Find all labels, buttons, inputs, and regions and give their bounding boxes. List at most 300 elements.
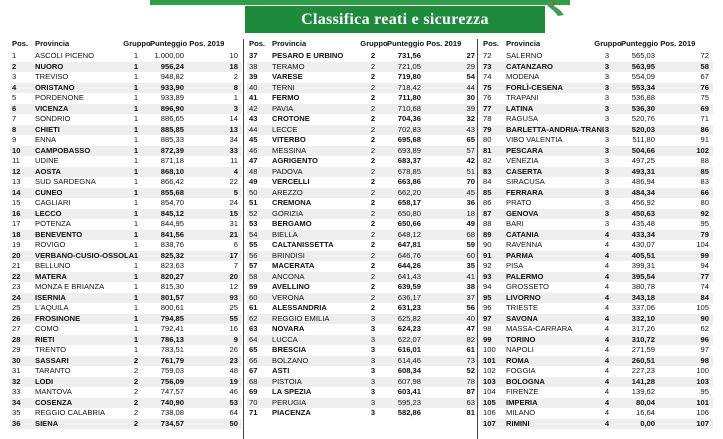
group-number: 4 [604, 418, 610, 428]
score-value: 719,80 [397, 72, 421, 81]
score-value: 80,04 [635, 397, 655, 407]
group-number: 1 [133, 240, 139, 249]
row-position: 59 [249, 282, 258, 291]
position-2019: 59 [466, 240, 475, 249]
group-number: 3 [604, 166, 610, 176]
table-header [481, 39, 713, 51]
table-row [247, 261, 479, 272]
row-position: 78 [483, 114, 492, 123]
table-row [10, 356, 242, 367]
province-name: ROMA [506, 355, 530, 365]
table-row [10, 62, 242, 73]
province-name: MONZA E BRIANZA [35, 282, 105, 291]
province-name: BELLUNO [35, 261, 71, 270]
row-position: 13 [12, 177, 21, 186]
province-name: VERBANO-CUSIO-OSSOLA [35, 250, 135, 260]
position-2019: 74 [700, 282, 709, 291]
row-position: 66 [249, 355, 258, 365]
table-row [247, 408, 479, 419]
province-name: ISERNIA [35, 292, 66, 302]
ranking-column-3 [481, 39, 713, 429]
province-name: LODI [35, 376, 54, 386]
table-row [10, 114, 242, 125]
position-2019: 20 [229, 271, 238, 281]
group-number: 4 [604, 271, 610, 281]
table-row [10, 314, 242, 325]
province-name: BIELLA [272, 229, 298, 239]
row-position: 95 [483, 292, 492, 302]
score-value: 658,17 [397, 198, 421, 207]
province-name: NOVARA [272, 324, 305, 333]
score-value: 317,26 [631, 324, 655, 333]
position-2019: 29 [466, 61, 475, 71]
group-number: 1 [133, 177, 139, 186]
row-position: 106 [483, 408, 496, 417]
province-name: CATANIA [506, 229, 540, 239]
group-number: 4 [604, 250, 610, 260]
score-value: 141,28 [631, 376, 655, 386]
row-position: 61 [249, 303, 258, 312]
column-divider [477, 39, 478, 439]
province-name: ALESSANDRIA [272, 303, 327, 312]
header-pos2019: Pos. 2019 [660, 39, 696, 48]
position-2019: 90 [700, 313, 709, 323]
province-name: AOSTA [35, 166, 62, 176]
position-2019: 76 [700, 82, 709, 92]
group-number: 1 [133, 313, 139, 323]
score-value: 948,82 [160, 72, 184, 81]
group-number: 2 [133, 387, 139, 396]
position-2019: 67 [700, 72, 709, 81]
row-position: 68 [249, 376, 258, 386]
table-row [10, 72, 242, 83]
province-name: AGRIGENTO [272, 156, 318, 165]
province-name: PESCARA [506, 145, 544, 155]
table-row [247, 83, 479, 94]
table-row [481, 303, 713, 314]
table-row [481, 209, 713, 220]
group-number: 3 [370, 408, 376, 417]
row-position: 103 [483, 376, 496, 386]
score-value: 554,09 [631, 72, 655, 81]
position-2019: 11 [230, 156, 238, 165]
group-number: 4 [604, 261, 610, 270]
table-row [481, 156, 713, 167]
score-value: 486,94 [631, 177, 655, 186]
position-2019: 95 [700, 219, 709, 228]
province-name: FERRARA [506, 187, 544, 197]
row-position: 96 [483, 303, 492, 312]
score-value: 678,85 [397, 166, 421, 176]
province-name: SALERNO [506, 51, 543, 60]
position-2019: 52 [466, 366, 475, 375]
score-value: 740,90 [160, 397, 184, 407]
position-2019: 1 [233, 93, 238, 102]
score-value: 800,61 [160, 303, 184, 312]
position-2019: 73 [466, 355, 475, 365]
row-position: 45 [249, 135, 258, 144]
row-position: 76 [483, 93, 492, 102]
province-name: BOLOGNA [506, 376, 545, 386]
score-value: 624,23 [397, 324, 421, 333]
position-2019: 27 [466, 51, 475, 60]
position-2019: 33 [229, 145, 238, 155]
position-2019: 106 [696, 408, 709, 417]
row-position: 79 [483, 124, 492, 134]
province-name: PALERMO [506, 271, 544, 281]
row-position: 23 [12, 282, 21, 291]
row-position: 102 [483, 366, 496, 375]
province-name: CALTANISSETTA [272, 240, 334, 249]
position-2019: 84 [700, 292, 709, 302]
province-name: TREVISO [35, 72, 69, 81]
position-2019: 85 [700, 166, 709, 176]
group-number: 2 [370, 166, 376, 176]
row-position: 41 [249, 93, 258, 102]
score-value: 854,70 [160, 198, 184, 207]
group-number: 4 [604, 366, 610, 375]
table-row [10, 198, 242, 209]
group-number: 4 [604, 345, 610, 354]
province-name: ANCONA [272, 271, 305, 281]
position-2019: 61 [466, 345, 475, 354]
position-2019: 68 [466, 229, 475, 239]
group-number: 1 [133, 51, 139, 60]
header-score-and-pos2019 [150, 39, 225, 48]
position-2019: 38 [466, 282, 475, 291]
position-2019: 6 [233, 240, 238, 249]
group-number: 4 [604, 376, 610, 386]
table-row [481, 419, 713, 430]
score-value: 644,26 [397, 261, 421, 270]
score-value: 435,48 [631, 219, 655, 228]
province-name: MESSINA [272, 145, 307, 155]
table-row [247, 356, 479, 367]
table-row [481, 104, 713, 115]
score-value: 484,34 [631, 187, 655, 197]
table-row [10, 377, 242, 388]
table-row [481, 167, 713, 178]
province-name: IMPERIA [506, 397, 538, 407]
position-2019: 31 [229, 219, 238, 228]
province-name: CAGLIARI [35, 198, 71, 207]
table-row [10, 398, 242, 409]
group-number: 3 [604, 156, 610, 165]
group-number: 2 [370, 72, 376, 81]
row-position: 27 [12, 324, 21, 333]
row-position: 53 [249, 219, 258, 228]
row-position: 22 [12, 271, 21, 281]
row-position: 51 [249, 198, 258, 207]
score-value: 761,79 [160, 355, 184, 365]
row-position: 56 [249, 250, 258, 260]
province-name: ASCOLI PICENO [35, 51, 95, 60]
group-number: 3 [604, 103, 610, 113]
province-name: REGGIO CALABRIA [35, 408, 106, 417]
position-2019: 45 [466, 187, 475, 197]
province-name: MILANO [506, 408, 536, 417]
position-2019: 78 [466, 376, 475, 386]
header-score: Punteggio [621, 39, 659, 48]
group-number: 2 [133, 366, 139, 375]
position-2019: 93 [229, 292, 238, 302]
group-number: 3 [604, 114, 610, 123]
province-name: RAVENNA [506, 240, 543, 249]
province-name: PISA [506, 261, 524, 270]
group-number: 1 [133, 208, 139, 218]
province-name: REGGIO EMILIA [272, 313, 330, 323]
position-2019: 80 [700, 198, 709, 207]
group-number: 1 [133, 135, 139, 144]
table-row [10, 209, 242, 220]
position-2019: 97 [700, 345, 709, 354]
group-number: 4 [604, 355, 610, 365]
row-position: 42 [249, 103, 258, 113]
score-value: 625,82 [397, 313, 421, 323]
table-row [481, 51, 713, 62]
row-position: 1 [12, 51, 17, 60]
group-number: 3 [370, 397, 376, 407]
table-row [481, 324, 713, 335]
group-number: 2 [370, 261, 376, 270]
position-2019: 18 [229, 61, 238, 71]
province-name: TERAMO [272, 61, 305, 71]
row-position: 12 [12, 166, 21, 176]
score-value: 718,42 [397, 82, 421, 92]
score-value: 450,63 [631, 208, 655, 218]
position-2019: 43 [466, 124, 475, 134]
table-row [247, 282, 479, 293]
province-name: SAVONA [506, 313, 538, 323]
province-name: GROSSETO [506, 282, 549, 291]
table-row [10, 419, 242, 430]
position-2019: 70 [466, 177, 475, 186]
table-row [247, 366, 479, 377]
score-value: 855,68 [160, 187, 184, 197]
table-row [247, 104, 479, 115]
position-2019: 95 [700, 387, 709, 396]
province-name: AVELLINO [272, 282, 310, 291]
table-row [481, 335, 713, 346]
row-position: 60 [249, 292, 258, 302]
position-2019: 37 [466, 292, 475, 302]
italy-map-icon [540, 0, 568, 18]
row-position: 43 [249, 114, 258, 123]
province-name: VERCELLI [272, 177, 310, 186]
row-position: 4 [12, 82, 17, 92]
row-position: 25 [12, 303, 21, 312]
position-2019: 87 [466, 387, 475, 396]
table-row [481, 398, 713, 409]
row-position: 100 [483, 345, 496, 354]
score-value: 622,07 [397, 334, 421, 344]
group-number: 2 [370, 114, 376, 123]
row-position: 15 [12, 198, 21, 207]
position-2019: 56 [466, 303, 475, 312]
group-number: 1 [133, 166, 139, 176]
score-value: 885,85 [160, 124, 184, 134]
province-name: VIBO VALENTIA [506, 135, 563, 144]
group-number: 1 [133, 261, 139, 270]
group-number: 1 [133, 145, 139, 155]
group-number: 3 [370, 313, 376, 323]
province-name: LIVORNO [506, 292, 541, 302]
row-position: 86 [483, 198, 492, 207]
province-name: SASSARI [35, 355, 69, 365]
position-2019: 104 [696, 240, 709, 249]
table-row [481, 177, 713, 188]
province-name: VERONA [272, 292, 305, 302]
row-position: 44 [249, 124, 258, 134]
score-value: 595,23 [397, 397, 421, 407]
table-row [247, 345, 479, 356]
row-position: 92 [483, 261, 492, 270]
position-2019: 75 [700, 93, 709, 102]
group-number: 3 [370, 387, 376, 396]
group-number: 4 [604, 397, 610, 407]
score-value: 662,20 [397, 187, 421, 197]
position-2019: 3 [233, 103, 238, 113]
group-number: 1 [133, 103, 139, 113]
score-value: 896,90 [160, 103, 184, 113]
row-position: 47 [249, 156, 258, 165]
table-row [247, 135, 479, 146]
score-value: 553,34 [631, 82, 655, 92]
row-position: 70 [249, 397, 258, 407]
position-2019: 26 [229, 345, 238, 354]
province-name: LATINA [506, 103, 534, 113]
table-row [247, 51, 479, 62]
group-number: 3 [370, 324, 376, 333]
position-2019: 99 [700, 250, 709, 260]
province-name: NAPOLI [506, 345, 534, 354]
table-row [10, 387, 242, 398]
group-number: 2 [133, 397, 139, 407]
position-2019: 40 [466, 313, 475, 323]
table-row [247, 72, 479, 83]
table-row [247, 230, 479, 241]
row-position: 97 [483, 313, 492, 323]
position-2019: 12 [229, 282, 238, 291]
group-number: 4 [604, 282, 610, 291]
row-position: 69 [249, 387, 258, 396]
score-value: 702,83 [397, 124, 421, 134]
group-number: 1 [133, 303, 139, 312]
position-2019: 8 [233, 82, 238, 92]
province-name: MASSA-CARRARA [506, 324, 573, 333]
row-position: 5 [12, 93, 17, 102]
banner-top-stripe [150, 0, 570, 5]
score-value: 815,30 [160, 282, 184, 291]
score-value: 641,43 [397, 271, 421, 281]
table-row [247, 209, 479, 220]
score-value: 16,64 [635, 408, 655, 417]
position-2019: 17 [229, 250, 238, 260]
province-name: TARANTO [35, 366, 71, 375]
row-position: 9 [12, 135, 17, 144]
position-2019: 19 [229, 376, 238, 386]
group-number: 2 [133, 418, 139, 428]
score-value: 710,68 [397, 103, 421, 113]
group-number: 1 [133, 334, 139, 344]
group-number: 3 [604, 187, 610, 197]
score-value: 603,41 [397, 387, 421, 396]
row-position: 62 [249, 313, 258, 323]
header-group: Gruppo [123, 39, 151, 48]
group-number: 2 [370, 103, 376, 113]
table-row [481, 314, 713, 325]
header-group: Gruppo [360, 39, 388, 48]
province-name: CUNEO [35, 187, 63, 197]
province-name: SUD SARDEGNA [35, 177, 96, 186]
row-position: 40 [249, 82, 258, 92]
row-position: 39 [249, 72, 258, 81]
row-position: 75 [483, 82, 492, 92]
score-value: 636,17 [397, 292, 421, 302]
province-name: ASTI [272, 366, 290, 375]
position-2019: 77 [700, 271, 709, 281]
row-position: 34 [12, 397, 21, 407]
table-row [481, 83, 713, 94]
table-row [481, 146, 713, 157]
table-row [247, 293, 479, 304]
group-number: 1 [133, 124, 139, 134]
group-number: 4 [604, 387, 610, 396]
score-value: 731,56 [397, 51, 421, 60]
position-2019: 39 [466, 103, 475, 113]
province-name: FOGGIA [506, 366, 536, 375]
position-2019: 49 [466, 219, 475, 228]
province-name: BRINDISI [272, 250, 305, 260]
row-position: 84 [483, 177, 492, 186]
table-row [247, 62, 479, 73]
header-pos: Pos. [12, 39, 29, 48]
table-header [247, 39, 479, 51]
row-position: 87 [483, 208, 492, 218]
group-number: 4 [604, 240, 610, 249]
position-2019: 107 [696, 418, 709, 428]
province-name: BRESCIA [272, 345, 307, 354]
score-value: 866,42 [160, 177, 184, 186]
table-row [10, 146, 242, 157]
row-position: 38 [249, 61, 258, 71]
row-position: 32 [12, 376, 21, 386]
province-name: COSENZA [35, 397, 73, 407]
table-row [481, 345, 713, 356]
table-row [481, 93, 713, 104]
score-value: 614,46 [397, 355, 421, 365]
group-number: 2 [370, 229, 376, 239]
table-row [481, 377, 713, 388]
group-number: 2 [370, 219, 376, 228]
province-name: CREMONA [272, 198, 312, 207]
score-value: 343,18 [631, 292, 655, 302]
row-position: 71 [249, 408, 258, 417]
position-2019: 81 [466, 408, 475, 417]
row-position: 18 [12, 229, 21, 239]
group-number: 2 [370, 240, 376, 249]
position-2019: 64 [229, 408, 238, 417]
position-2019: 36 [466, 198, 475, 207]
group-number: 3 [370, 334, 376, 344]
row-position: 57 [249, 261, 258, 270]
group-number: 1 [133, 282, 139, 291]
position-2019: 92 [700, 208, 709, 218]
table-row [10, 335, 242, 346]
row-position: 19 [12, 240, 21, 249]
position-2019: 22 [229, 177, 238, 186]
row-position: 80 [483, 135, 492, 144]
